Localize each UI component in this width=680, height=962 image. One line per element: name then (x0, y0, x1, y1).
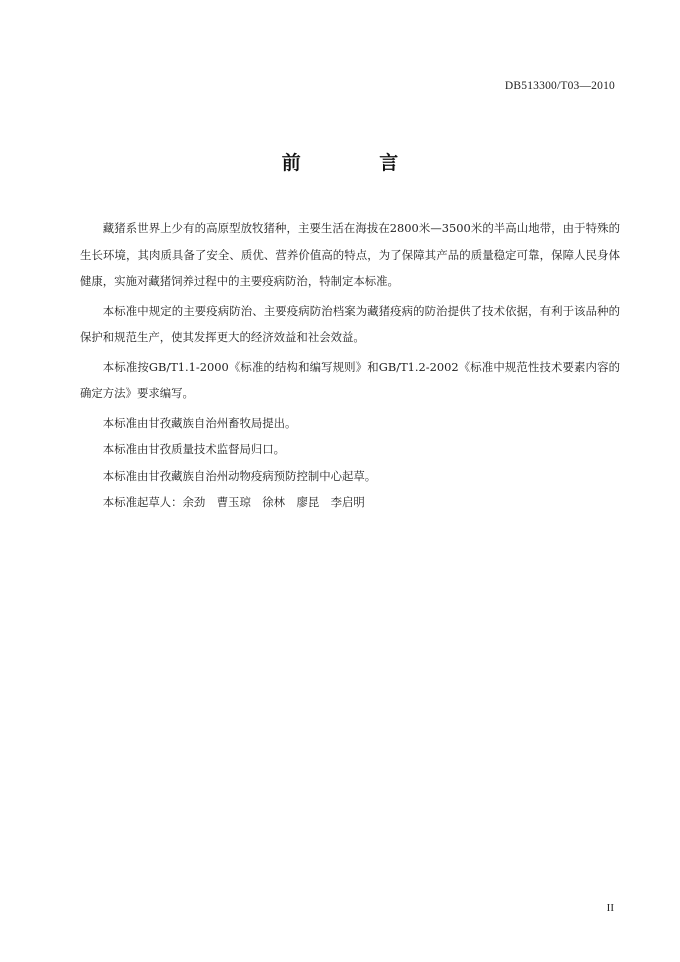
paragraph-centralized-by: 本标准由甘孜质量技术监督局归口。 (102, 442, 286, 456)
paragraph-scope: 本标准中规定的主要疫病防治、主要疫病防治档案为藏猪疫病的防治提供了技术依据，有利于该品种的保护和规范生产，使其发挥更大的经济效益和社会效益。 (80, 303, 620, 344)
paragraph-drafters: 本标准起草人：余劲 曹玉琼 徐林 廖昆 李启明 (102, 495, 365, 509)
page-title: 前 言 (281, 152, 435, 174)
paragraph-background: 藏猪系世界上少有的高原型放牧猪种，主要生活在海拔在2800米—3500米的半高山地带，由于特殊的生长环境，其肉质具备了安全、质优、营养价值高的特点，为了保障其产品的质量稳定可靠，保障人民身体健康，实施对藏猪饲养过程中的主要疫病防治，特制定本标准。 (80, 221, 620, 288)
page-number: II (606, 902, 614, 914)
paragraph-proposer: 本标准由甘孜藏族自治州畜牧局提出。 (102, 415, 297, 430)
document-id: DB513300/T03—2010 (504, 80, 615, 92)
paragraph-drafting-unit: 本标准由甘孜藏族自治州动物疫病预防控制中心起草。 (102, 468, 377, 483)
document-body (80, 215, 620, 516)
paragraph-drafting-rules: 本标准按GB/T1.1-2000《标准的结构和编写规则》和GB/T1.2-2002《标准中规范性技术要素内容的确定方法》要求编写。 (80, 359, 620, 400)
